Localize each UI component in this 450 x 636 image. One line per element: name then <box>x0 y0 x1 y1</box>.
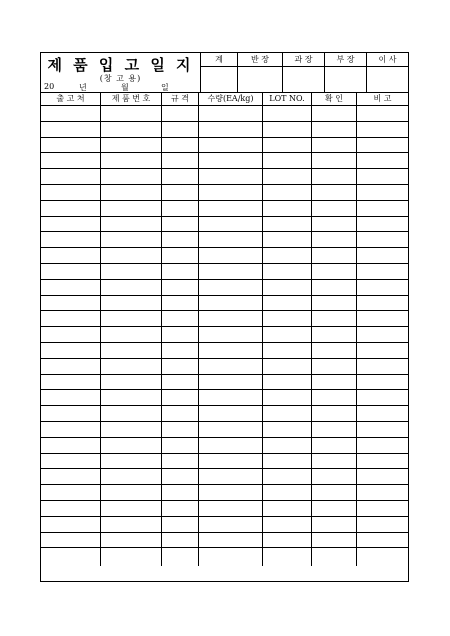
table-cell[interactable] <box>357 311 408 326</box>
table-row <box>41 469 408 485</box>
table-cell[interactable] <box>312 517 357 532</box>
table-cell[interactable] <box>312 153 357 168</box>
table-cell[interactable] <box>199 296 263 311</box>
table-cell[interactable] <box>41 501 101 516</box>
table-cell[interactable] <box>41 375 101 390</box>
table-cell[interactable] <box>41 248 101 263</box>
table-cell[interactable] <box>312 454 357 469</box>
table-row <box>41 517 408 533</box>
table-cell[interactable] <box>357 185 408 200</box>
table-cell[interactable] <box>199 517 263 532</box>
table-cell[interactable] <box>162 485 199 500</box>
table-cell[interactable] <box>162 232 199 247</box>
table-cell[interactable] <box>199 533 263 548</box>
table-cell[interactable] <box>199 406 263 421</box>
table-cell[interactable] <box>312 122 357 137</box>
column-header: LOT NO. <box>263 93 312 105</box>
table-cell[interactable] <box>357 138 408 153</box>
table-cell[interactable] <box>162 138 199 153</box>
table-cell[interactable] <box>263 153 312 168</box>
approval-label: 계 <box>201 53 237 67</box>
title-block <box>41 53 201 92</box>
table-row <box>41 122 408 138</box>
table-cell[interactable] <box>357 296 408 311</box>
table-cell[interactable] <box>162 169 199 184</box>
table-cell[interactable] <box>263 343 312 358</box>
table-cell[interactable] <box>263 406 312 421</box>
table-cell[interactable] <box>162 517 199 532</box>
column-header: 규 격 <box>162 93 199 105</box>
column-header: 제 품 번 호 <box>101 93 162 105</box>
table-cell[interactable] <box>263 264 312 279</box>
table-cell[interactable] <box>263 169 312 184</box>
table-cell[interactable] <box>357 201 408 216</box>
table-cell[interactable] <box>199 375 263 390</box>
approval-cell-3 <box>283 53 325 92</box>
table-cell[interactable] <box>162 406 199 421</box>
table-cell[interactable] <box>199 390 263 405</box>
table-cell[interactable] <box>312 533 357 548</box>
table-row <box>41 501 408 517</box>
table-cell[interactable] <box>199 106 263 121</box>
table-cell[interactable] <box>41 185 101 200</box>
table-cell[interactable] <box>199 138 263 153</box>
table-cell[interactable] <box>162 548 199 566</box>
form-header <box>41 53 408 93</box>
table-cell[interactable] <box>41 454 101 469</box>
table-cell[interactable] <box>199 169 263 184</box>
table-row <box>41 106 408 122</box>
date-day-label: 일 <box>161 83 169 92</box>
table-cell[interactable] <box>263 217 312 232</box>
table-cell[interactable] <box>263 138 312 153</box>
table-cell[interactable] <box>101 485 162 500</box>
table-cell[interactable] <box>162 217 199 232</box>
table-row <box>41 264 408 280</box>
table-cell[interactable] <box>312 217 357 232</box>
table-cell[interactable] <box>101 469 162 484</box>
table-cell[interactable] <box>263 438 312 453</box>
table-row <box>41 485 408 501</box>
table-cell[interactable] <box>101 438 162 453</box>
table-cell[interactable] <box>312 422 357 437</box>
date-month-label: 월 <box>121 83 129 92</box>
table-cell[interactable] <box>357 422 408 437</box>
table-cell[interactable] <box>162 106 199 121</box>
approval-cell-2 <box>238 53 283 92</box>
table-cell[interactable] <box>101 169 162 184</box>
form-subtitle: (창 고 용) <box>99 74 142 83</box>
table-cell[interactable] <box>312 185 357 200</box>
approval-label: 반 장 <box>238 53 282 67</box>
table-cell[interactable] <box>199 264 263 279</box>
table-cell[interactable] <box>312 390 357 405</box>
table-cell[interactable] <box>199 327 263 342</box>
table-cell[interactable] <box>41 517 101 532</box>
table-cell[interactable] <box>101 501 162 516</box>
table-cell[interactable] <box>101 311 162 326</box>
date-line <box>44 82 198 91</box>
table-cell[interactable] <box>312 311 357 326</box>
table-cell[interactable] <box>162 280 199 295</box>
table-cell[interactable] <box>41 232 101 247</box>
table-cell[interactable] <box>41 327 101 342</box>
table-row <box>41 201 408 217</box>
table-cell[interactable] <box>263 359 312 374</box>
table-cell[interactable] <box>357 359 408 374</box>
table-cell[interactable] <box>162 438 199 453</box>
table-row <box>41 533 408 549</box>
table-cell[interactable] <box>263 296 312 311</box>
table-cell[interactable] <box>101 390 162 405</box>
table-cell[interactable] <box>312 201 357 216</box>
table-cell[interactable] <box>162 359 199 374</box>
table-cell[interactable] <box>101 548 162 566</box>
table-cell[interactable] <box>41 201 101 216</box>
table-row <box>41 406 408 422</box>
table-row <box>41 280 408 296</box>
table-cell[interactable] <box>263 469 312 484</box>
table-cell[interactable] <box>263 185 312 200</box>
table-cell[interactable] <box>41 359 101 374</box>
table-cell[interactable] <box>101 280 162 295</box>
table-cell[interactable] <box>312 375 357 390</box>
form-title: 제 품 입 고 일 지 <box>47 56 194 74</box>
approval-label: 과 장 <box>283 53 324 67</box>
table-row <box>41 343 408 359</box>
table-cell[interactable] <box>199 469 263 484</box>
table-cell[interactable] <box>101 343 162 358</box>
table-cell[interactable] <box>41 264 101 279</box>
table-cell[interactable] <box>312 106 357 121</box>
table-cell[interactable] <box>263 375 312 390</box>
column-header: 출 고 처 <box>41 93 101 105</box>
table-cell[interactable] <box>263 232 312 247</box>
approval-signature-box[interactable] <box>238 67 282 92</box>
table-cell[interactable] <box>263 280 312 295</box>
table-cell[interactable] <box>101 533 162 548</box>
table-cell[interactable] <box>199 122 263 137</box>
table-cell[interactable] <box>357 501 408 516</box>
table-cell[interactable] <box>357 327 408 342</box>
table-cell[interactable] <box>41 106 101 121</box>
table-row <box>41 153 408 169</box>
table-cell[interactable] <box>101 201 162 216</box>
table-cell[interactable] <box>41 406 101 421</box>
table-cell[interactable] <box>199 248 263 263</box>
table-cell[interactable] <box>101 122 162 137</box>
table-cell[interactable] <box>101 106 162 121</box>
table-row <box>41 438 408 454</box>
table-cell[interactable] <box>312 501 357 516</box>
table-cell[interactable] <box>162 264 199 279</box>
table-row <box>41 248 408 264</box>
table-cell[interactable] <box>312 138 357 153</box>
table-cell[interactable] <box>199 280 263 295</box>
table-cell[interactable] <box>263 422 312 437</box>
table-cell[interactable] <box>199 438 263 453</box>
table-cell[interactable] <box>101 232 162 247</box>
approval-signature-box[interactable] <box>283 67 324 92</box>
table-cell[interactable] <box>263 327 312 342</box>
table-cell[interactable] <box>41 390 101 405</box>
table-cell[interactable] <box>357 232 408 247</box>
table-cell[interactable] <box>101 454 162 469</box>
table-cell[interactable] <box>263 454 312 469</box>
table-cell[interactable] <box>263 485 312 500</box>
table-cell[interactable] <box>162 343 199 358</box>
table-row <box>41 548 408 566</box>
table-cell[interactable] <box>199 217 263 232</box>
table-cell[interactable] <box>312 280 357 295</box>
table-cell[interactable] <box>199 343 263 358</box>
table-cell[interactable] <box>41 122 101 137</box>
approval-box <box>201 53 408 92</box>
table-row <box>41 359 408 375</box>
table-cell[interactable] <box>312 469 357 484</box>
table-row <box>41 138 408 154</box>
table-cell[interactable] <box>312 359 357 374</box>
table-cell[interactable] <box>357 485 408 500</box>
column-header: 확 인 <box>312 93 357 105</box>
table-cell[interactable] <box>162 153 199 168</box>
table-cell[interactable] <box>312 406 357 421</box>
approval-cell-5 <box>367 53 408 92</box>
table-cell[interactable] <box>41 485 101 500</box>
table-cell[interactable] <box>199 232 263 247</box>
table-cell[interactable] <box>357 548 408 566</box>
table-cell[interactable] <box>357 217 408 232</box>
table-cell[interactable] <box>162 454 199 469</box>
table-cell[interactable] <box>162 122 199 137</box>
table-cell[interactable] <box>357 153 408 168</box>
table-cell[interactable] <box>162 311 199 326</box>
table-cell[interactable] <box>41 138 101 153</box>
table-row <box>41 217 408 233</box>
table-cell[interactable] <box>357 375 408 390</box>
table-cell[interactable] <box>101 138 162 153</box>
table-cell[interactable] <box>41 533 101 548</box>
table-row <box>41 327 408 343</box>
table-cell[interactable] <box>41 438 101 453</box>
table-cell[interactable] <box>41 343 101 358</box>
table-row <box>41 169 408 185</box>
table-cell[interactable] <box>101 327 162 342</box>
table-cell[interactable] <box>41 169 101 184</box>
table-cell[interactable] <box>41 280 101 295</box>
table-cell[interactable] <box>162 327 199 342</box>
table-cell[interactable] <box>357 343 408 358</box>
table-cell[interactable] <box>357 280 408 295</box>
table-cell[interactable] <box>199 311 263 326</box>
table-cell[interactable] <box>357 122 408 137</box>
table-cell[interactable] <box>41 469 101 484</box>
inbound-log-form <box>40 52 409 582</box>
table-cell[interactable] <box>162 390 199 405</box>
table-cell[interactable] <box>357 438 408 453</box>
table-cell[interactable] <box>162 185 199 200</box>
table-cell[interactable] <box>312 232 357 247</box>
table-cell[interactable] <box>357 390 408 405</box>
table-cell[interactable] <box>101 359 162 374</box>
table-cell[interactable] <box>357 469 408 484</box>
table-cell[interactable] <box>199 359 263 374</box>
approval-signature-box[interactable] <box>367 67 408 92</box>
table-cell[interactable] <box>101 264 162 279</box>
table-cell[interactable] <box>199 201 263 216</box>
approval-cell-1 <box>201 53 238 92</box>
table-cell[interactable] <box>162 201 199 216</box>
table-row <box>41 422 408 438</box>
table-cell[interactable] <box>312 248 357 263</box>
table-cell[interactable] <box>357 106 408 121</box>
table-row <box>41 311 408 327</box>
table-cell[interactable] <box>263 248 312 263</box>
table-cell[interactable] <box>312 343 357 358</box>
table-cell[interactable] <box>263 311 312 326</box>
approval-signature-box[interactable] <box>325 67 366 92</box>
table-cell[interactable] <box>41 153 101 168</box>
table-cell[interactable] <box>101 248 162 263</box>
table-cell[interactable] <box>312 264 357 279</box>
table-cell[interactable] <box>312 296 357 311</box>
table-cell[interactable] <box>199 548 263 566</box>
table-cell[interactable] <box>199 422 263 437</box>
table-cell[interactable] <box>263 390 312 405</box>
table-cell[interactable] <box>101 406 162 421</box>
approval-label: 이 사 <box>367 53 408 67</box>
table-cell[interactable] <box>101 296 162 311</box>
table-cell[interactable] <box>101 217 162 232</box>
table-cell[interactable] <box>312 548 357 566</box>
column-header: 수량(EA/kg) <box>199 93 263 105</box>
table-cell[interactable] <box>162 469 199 484</box>
table-cell[interactable] <box>199 454 263 469</box>
approval-signature-box[interactable] <box>201 67 237 92</box>
column-header: 비 고 <box>373 94 392 103</box>
table-cell[interactable] <box>263 122 312 137</box>
table-row <box>41 185 408 201</box>
table-cell[interactable] <box>101 422 162 437</box>
table-cell[interactable] <box>162 375 199 390</box>
table-cell[interactable] <box>101 375 162 390</box>
table-cell[interactable] <box>263 106 312 121</box>
table-cell[interactable] <box>41 296 101 311</box>
table-cell[interactable] <box>101 185 162 200</box>
table-cell[interactable] <box>312 438 357 453</box>
table-cell[interactable] <box>101 153 162 168</box>
table-cell[interactable] <box>162 296 199 311</box>
table-cell[interactable] <box>263 517 312 532</box>
table-cell[interactable] <box>101 517 162 532</box>
table-cell[interactable] <box>263 501 312 516</box>
table-cell[interactable] <box>357 264 408 279</box>
table-cell[interactable] <box>357 248 408 263</box>
table-cell[interactable] <box>162 248 199 263</box>
table-cell[interactable] <box>199 153 263 168</box>
table-cell[interactable] <box>41 311 101 326</box>
approval-cell-4 <box>325 53 367 92</box>
table-cell[interactable] <box>263 548 312 566</box>
table-cell[interactable] <box>312 327 357 342</box>
table-cell[interactable] <box>263 201 312 216</box>
table-cell[interactable] <box>312 169 357 184</box>
table-row <box>41 232 408 248</box>
column-headers <box>41 93 408 106</box>
approval-label: 부 장 <box>325 53 366 67</box>
table-cell[interactable] <box>41 548 101 566</box>
table-cell[interactable] <box>199 501 263 516</box>
table-row <box>41 375 408 391</box>
table-row <box>41 296 408 312</box>
table-cell[interactable] <box>162 501 199 516</box>
table-cell[interactable] <box>357 533 408 548</box>
date-year-label: 년 <box>79 83 87 92</box>
table-cell[interactable] <box>162 533 199 548</box>
table-cell[interactable] <box>357 406 408 421</box>
table-cell[interactable] <box>312 485 357 500</box>
table-cell[interactable] <box>41 217 101 232</box>
table-row <box>41 390 408 406</box>
date-year-prefix: 20 <box>44 82 55 91</box>
table-cell[interactable] <box>199 185 263 200</box>
table-cell[interactable] <box>357 517 408 532</box>
table-cell[interactable] <box>199 485 263 500</box>
table-cell[interactable] <box>263 533 312 548</box>
table-cell[interactable] <box>162 422 199 437</box>
table-cell[interactable] <box>41 422 101 437</box>
table-cell[interactable] <box>357 169 408 184</box>
table-cell[interactable] <box>357 454 408 469</box>
table-row <box>41 454 408 470</box>
